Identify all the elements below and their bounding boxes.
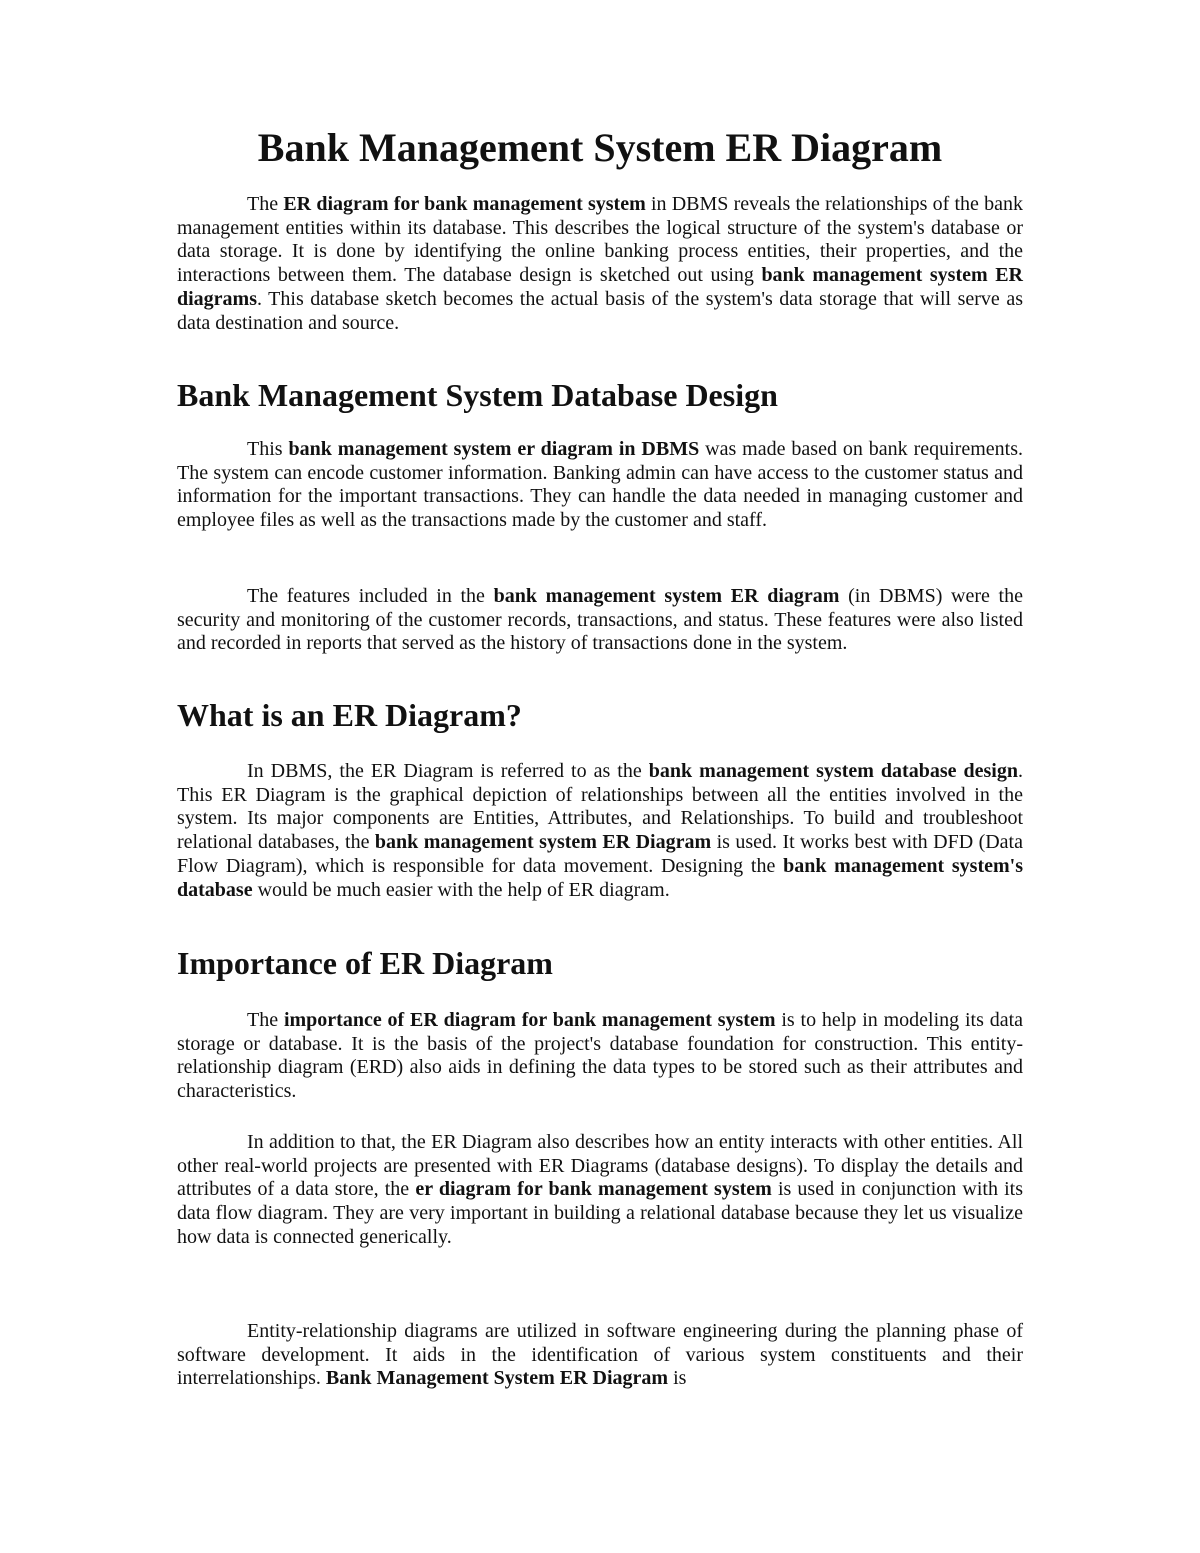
bold-phrase: ER diagram for bank management system: [283, 193, 646, 215]
database-design-paragraph-1: This bank management system er diagram in DBMS was made based on bank requirements. The system can encode customer information. Banking admin can have access to the customer status and information for the important transactions. They can handle the data needed in managing customer and employee files as well as the transactions made by the customer and staff.: [177, 438, 1023, 532]
importance-paragraph-2: In addition to that, the ER Diagram also describes how an entity interacts with other entities. All other real-world projects are presented with ER Diagrams (database designs). To display the details and attributes of a data store, the er diagram for bank management system is used in conjunction with its data flow diagram. They are very important in building a relational database because they let us visualize how data is connected generically.: [177, 1131, 1023, 1248]
bold-phrase: bank management system ER diagram: [493, 585, 840, 607]
bold-phrase: er diagram for bank management system: [415, 1178, 772, 1201]
database-design-paragraph-2: The features included in the bank management system ER diagram (in DBMS) were the security and monitoring of the customer records, transactions, and status. These features were also listed and recorded in reports that served as the history of transactions done in the system.: [177, 585, 1023, 655]
what-is-er-paragraph: In DBMS, the ER Diagram is referred to as the bank management system database design. This ER Diagram is the graphical depiction of relationships between all the entities involved in the system. Its major components are Entities, Attributes, and Relationships. To build and troubleshoot relational databases, the bank management system ER Diagram is used. It works best with DFD (Data Flow Diagram), which is responsible for data movement. Designing the bank management system's database would be much easier with the help of ER diagram.: [177, 760, 1023, 901]
bold-phrase: bank management system ER Diagram: [374, 831, 712, 854]
importance-paragraph-1: The importance of ER diagram for bank management system is to help in modeling its data storage or database. It is the basis of the project's database foundation for construction. This entity-relationship diagram (ERD) also aids in defining the data types to be stored such as their attributes and characteristics.: [177, 1009, 1024, 1103]
section-heading-database-design: Bank Management System Database Design: [177, 377, 778, 413]
bold-phrase: bank management system ER diagrams: [177, 264, 1023, 310]
section-heading-what-is-er: What is an ER Diagram?: [177, 697, 522, 733]
bold-phrase: bank management system's database: [177, 854, 1023, 901]
bold-phrase: importance of ER diagram for bank management system: [283, 1009, 776, 1031]
bold-phrase: bank management system database design: [648, 760, 1018, 782]
importance-paragraph-3: Entity-relationship diagrams are utilized in software engineering during the planning phase of software development. It aids in the identification of various system constituents and their interrelationships. Bank Management System ER Diagram is: [177, 1320, 1023, 1390]
section-heading-importance: Importance of ER Diagram: [177, 945, 553, 981]
page-title: Bank Management System ER Diagram: [257, 125, 943, 170]
bold-phrase: Bank Management System ER Diagram: [325, 1367, 669, 1390]
bold-phrase: bank management system er diagram in DBMS: [288, 438, 700, 460]
intro-paragraph: The ER diagram for bank management system in DBMS reveals the relationships of the bank management entities within its database. This describes the logical structure of the system's database or data storage. It is done by identifying the online banking process entities, their properties, and the interactions between them. The database design is sketched out using bank management system ER diagrams. This database sketch becomes the actual basis of the system's data storage that will serve as data destination and source.: [177, 193, 1023, 334]
